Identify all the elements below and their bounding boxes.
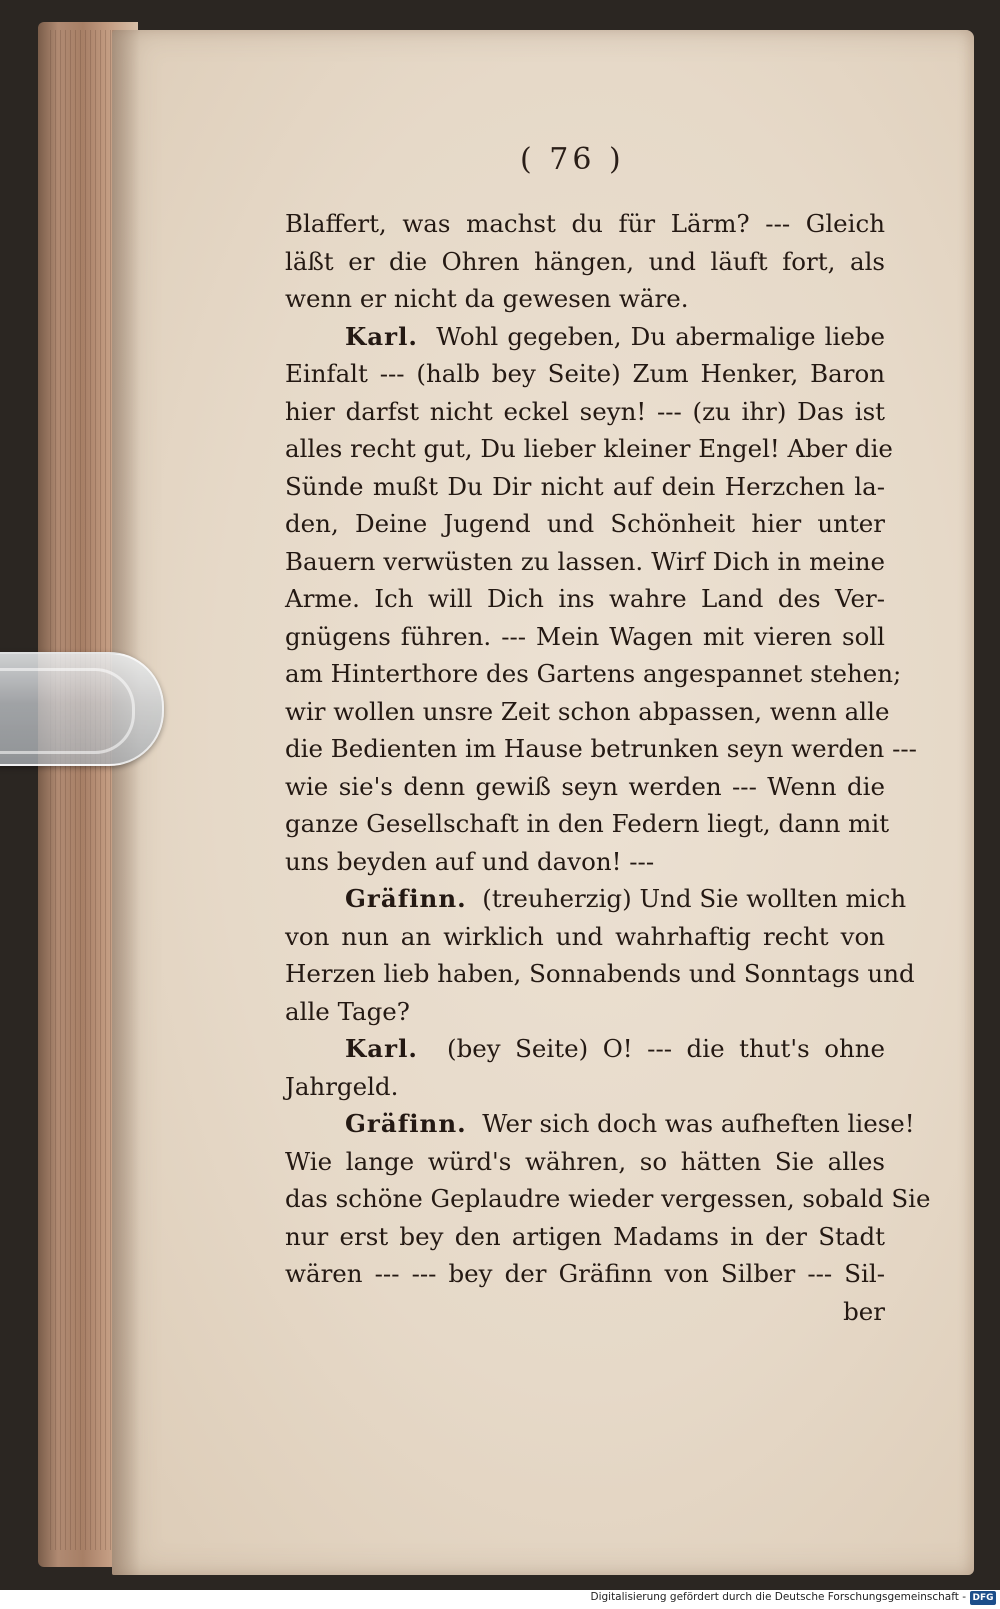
- text-line: ganze Gesellschaft in den Federn liegt, dann mit: [285, 809, 890, 838]
- speech-line: Karl. (bey Seite) O! --- die thut's ohne: [345, 1034, 886, 1063]
- catchword: ber: [843, 1296, 885, 1326]
- page-clip: [0, 652, 164, 766]
- text-line: den, Deine Jugend und Schönheit hier unter: [285, 509, 885, 538]
- gutter-shadow: [112, 30, 140, 1575]
- body-text: [285, 205, 931, 1330]
- text-line: die Bedienten im Hause betrunken seyn werden ---: [285, 734, 917, 763]
- text-line: wenn er nicht da gewesen wäre.: [285, 284, 689, 313]
- text-line: uns beyden auf und davon! ---: [285, 846, 655, 876]
- speech-line: Gräfinn. (treuherzig) Und Sie wollten mich: [345, 884, 907, 913]
- text-line: am Hinterthore des Gartens angespannet stehen;: [285, 659, 902, 688]
- speaker-name: Karl.: [345, 321, 418, 351]
- footer-credit: Digitalisierung gefördert durch die Deutsche Forschungsgemeinschaft -: [590, 1591, 966, 1603]
- text-line: Sünde mußt Du Dir nicht auf dein Herzchen la-: [285, 471, 885, 501]
- speaker-name: Karl.: [345, 1034, 418, 1063]
- text-line: von nun an wirklich und wahrhaftig recht von: [285, 921, 885, 951]
- text-line: Jahrgeld.: [285, 1071, 399, 1101]
- page-clip-highlight: [0, 668, 135, 754]
- text-line: Bauern verwüsten zu lassen. Wirf Dich in meine: [285, 546, 885, 576]
- speech-line: Gräfinn. Wer sich doch was aufheften liese!: [345, 1109, 915, 1138]
- speaker-name: Gräfinn.: [345, 884, 467, 913]
- text-line: Arme. Ich will Dich ins wahre Land des Ver-: [285, 584, 885, 613]
- text-line: läßt er die Ohren hängen, und läuft fort, als: [285, 246, 885, 276]
- page-number: ( 76 ): [520, 142, 625, 177]
- text-line: alles recht gut, Du lieber kleiner Engel! Aber die: [285, 434, 893, 463]
- text-line: Herzen lieb haben, Sonnabends und Sonntags und: [285, 959, 915, 988]
- text-line: nur erst bey den artigen Madams in der Stadt: [285, 1221, 885, 1251]
- text-line: wir wollen unsre Zeit schon abpassen, wenn alle: [285, 696, 890, 726]
- text-line: wie sie's denn gewiß seyn werden --- Wenn die: [285, 771, 885, 801]
- text-line: wären --- --- bey der Gräfinn von Silber --- Sil-: [285, 1259, 885, 1288]
- text-line: alle Tage?: [285, 996, 410, 1026]
- text-line: hier darfst nicht eckel seyn! --- (zu ihr) Das ist: [285, 396, 885, 426]
- speech-line: Karl. Wohl gegeben, Du abermalige liebe: [345, 321, 885, 351]
- text-line: das schöne Geplaudre wieder vergessen, sobald Sie: [285, 1184, 931, 1213]
- dfg-logo: DFG: [970, 1591, 996, 1605]
- text-line: Wie lange würd's währen, so hätten Sie alles: [285, 1146, 885, 1176]
- text-line: Blaffert, was machst du für Lärm? --- Gleich: [285, 209, 885, 238]
- speaker-name: Gräfinn.: [345, 1109, 467, 1138]
- text-line: gnügens führen. --- Mein Wagen mit vieren soll: [285, 621, 885, 651]
- text-line: Einfalt --- (halb bey Seite) Zum Henker, Baron: [285, 359, 885, 388]
